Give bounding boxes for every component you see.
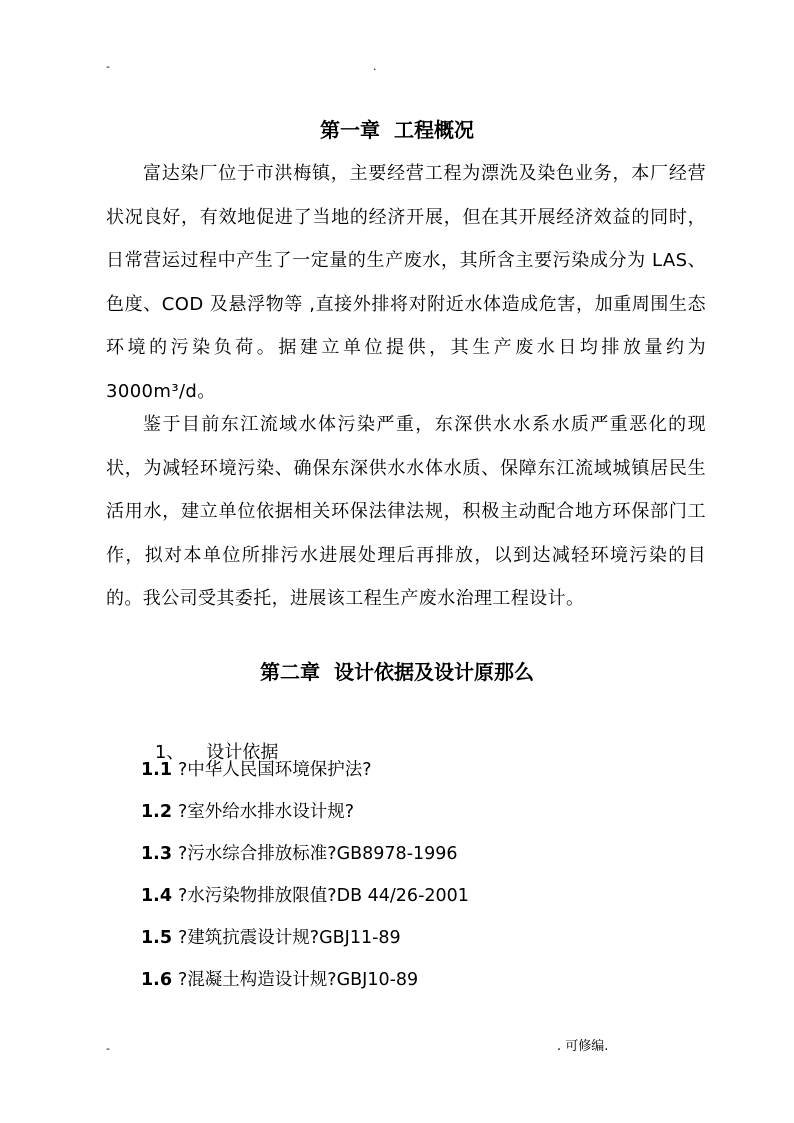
chapter-1-title: 第一章 工程概况 — [320, 118, 474, 142]
list-item — [141, 798, 469, 840]
item-number: 1.5 — [141, 928, 173, 948]
chapter-1-paragraph-1: 富达染厂位于市洪梅镇，主要经营工程为漂洗及染色业务，本厂经营状况良好，有效地促进了当地的经济开展，但在其开展经济效益的同时，日常营运过程中产生了一定量的生产废水，其所含主要污染成分为 LAS、色度、COD 及悬浮物等 ,直接外排将对附近水体造成危害，加重周围生态环境的污染负荷。据建立单位提供，其生产废水日均排放量约为 3000m³/d。 — [106, 163, 706, 402]
footer-left-mark: - — [106, 1042, 110, 1055]
item-number: 1.3 — [141, 844, 173, 864]
chapter-1-paragraph-2: 鉴于目前东江流域水体污染严重，东深供水水系水质严重恶化的现状，为减轻环境污染、确保东深供水水体水质、保障东江流域城镇居民生活用水，建立单位依据相关环保法律法规，积极主动配合地方环保部门工作，拟对本单位所排污水进展处理后再排放，以到达减轻环境污染的目的。我公司受其委托，进展该工程生产废水治理工程设计。 — [106, 414, 706, 609]
section-label: 设计依据 — [206, 742, 279, 763]
list-item — [141, 840, 469, 882]
header-center-mark: . — [373, 60, 377, 73]
item-number: 1.2 — [141, 802, 173, 822]
list-item — [141, 882, 469, 924]
list-item — [141, 924, 469, 966]
item-text: ?水污染物排放限值?DB 44/26-2001 — [178, 886, 469, 906]
item-number: 1.6 — [141, 970, 173, 990]
section-number: 1、 — [154, 742, 185, 763]
footer-editable-note: . 可修编. — [557, 1039, 609, 1054]
item-text: ?污水综合排放标准?GB8978-1996 — [178, 844, 458, 864]
item-text: ?混凝土构造设计规?GBJ10-89 — [178, 970, 419, 990]
item-text: ?室外给水排水设计规? — [178, 802, 355, 822]
chapter-2-title: 第二章 设计依据及设计原那么 — [260, 660, 534, 684]
list-item — [141, 756, 469, 798]
item-text: ?建筑抗震设计规?GBJ11-89 — [178, 928, 401, 948]
item-number: 1.4 — [141, 886, 173, 906]
item-number: 1.1 — [141, 760, 173, 780]
references-list — [141, 756, 469, 1008]
header-left-mark: - — [106, 60, 110, 73]
item-text: ?中华人民国环境保护法? — [178, 760, 372, 780]
list-item — [141, 966, 469, 1008]
